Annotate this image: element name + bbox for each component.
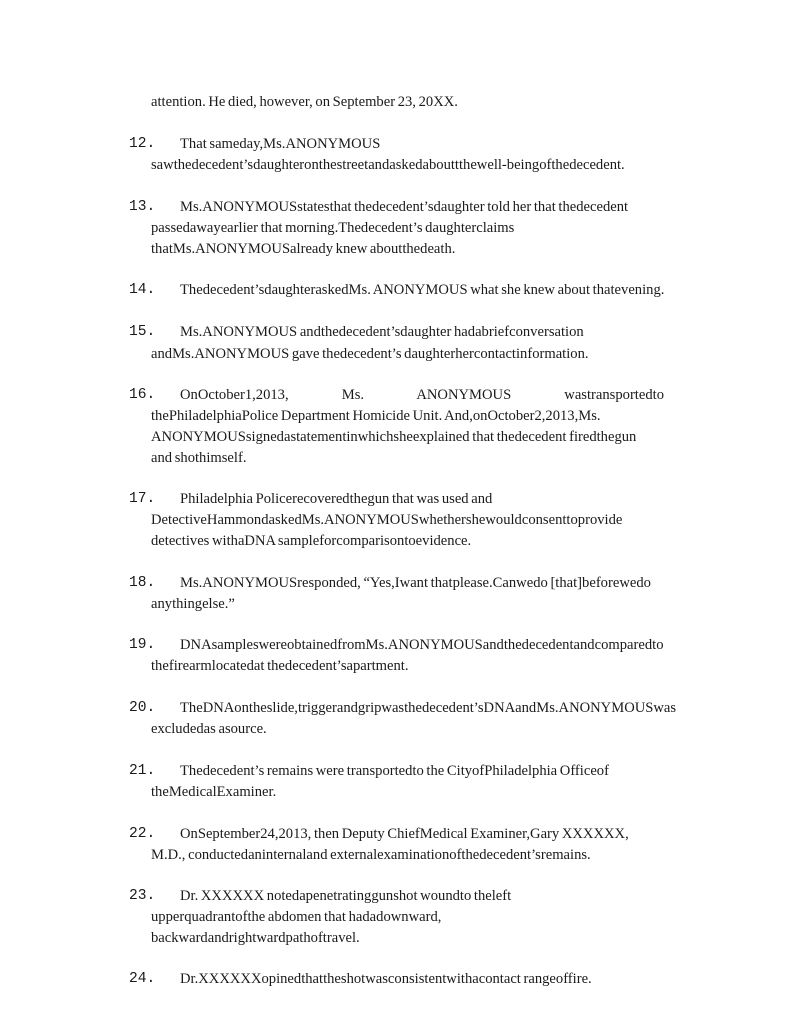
paragraph-number: 16. bbox=[129, 387, 156, 403]
paragraph-line: Dr.XXXXXXopinedthattheshotwasconsistentwithacontact rangeoffire. bbox=[180, 971, 592, 987]
paragraph-number: 20. bbox=[129, 700, 156, 716]
paragraph-line: passedawayearlier that morning.Thedecedent’s daughterclaims bbox=[151, 220, 515, 236]
paragraph-number: 24. bbox=[129, 971, 156, 987]
paragraph-line: DetectiveHammondaskedMs.ANONYMOUSwhethershewouldconsenttoprovide bbox=[151, 512, 623, 528]
paragraph-line: thatMs.ANONYMOUSalready knew aboutthedeath. bbox=[151, 241, 456, 257]
paragraph-line: excludedas asource. bbox=[151, 721, 267, 737]
paragraph-line: OnOctober1,2013, Ms. ANONYMOUS wastransportedto bbox=[180, 387, 664, 403]
paragraph-number: 13. bbox=[129, 199, 156, 215]
intro-line: attention. He died, however, on September 23, 20XX. bbox=[151, 94, 458, 110]
paragraph-number: 21. bbox=[129, 763, 156, 779]
paragraph-number: 18. bbox=[129, 575, 156, 591]
paragraph-line: theMedicalExaminer. bbox=[151, 784, 277, 800]
paragraph-line: M.D., conductedaninternaland externalexaminationofthedecedent’sremains. bbox=[151, 847, 591, 863]
paragraph-number: 23. bbox=[129, 888, 156, 904]
paragraph-line: Philadelphia Policerecoveredthegun that was used and bbox=[180, 491, 493, 507]
paragraph-line: and shothimself. bbox=[151, 450, 247, 466]
paragraph-number: 19. bbox=[129, 637, 156, 653]
paragraph-line: anythingelse.” bbox=[151, 596, 235, 612]
paragraph-line: upperquadrantofthe abdomen that hadadownward, bbox=[151, 909, 442, 925]
paragraph-line: thefirearmlocatedat thedecedent’sapartment. bbox=[151, 658, 409, 674]
paragraph-number: 14. bbox=[129, 282, 156, 298]
paragraph-line: Dr. XXXXXX notedapenetratinggunshot woundto theleft bbox=[180, 888, 512, 904]
paragraph-line: ANONYMOUSsignedastatementinwhichsheexplained that thedecedent firedthegun bbox=[151, 429, 637, 445]
paragraph-line: That sameday,Ms.ANONYMOUS bbox=[180, 136, 381, 152]
paragraph-line: Thedecedent’sdaughteraskedMs. ANONYMOUS what she knew about thatevening. bbox=[180, 282, 665, 298]
paragraph-line: OnSeptember24,2013, then Deputy ChiefMedical Examiner,Gary XXXXXX, bbox=[180, 826, 629, 842]
paragraph-line: thePhiladelphiaPolice Department Homicide Unit. And,onOctober2,2013,Ms. bbox=[151, 408, 601, 424]
paragraph-line: Ms.ANONYMOUSresponded, “Yes,Iwant thatplease.Canwedo [that]beforewedo bbox=[180, 575, 651, 591]
paragraph-line: TheDNAontheslide,triggerandgripwasthedecedent’sDNAandMs.ANONYMOUSwas bbox=[180, 700, 677, 716]
paragraph-line: Thedecedent’s remains were transportedto the CityofPhiladelphia Officeof bbox=[180, 763, 609, 779]
paragraph-line: detectives withaDNA sampleforcomparisontoevidence. bbox=[151, 533, 472, 549]
paragraph-line: Ms.ANONYMOUSstatesthat thedecedent’sdaughter told her that thedecedent bbox=[180, 199, 629, 215]
paragraph-line: sawthedecedent’sdaughteronthestreetandaskedabouttthewell-beingofthedecedent. bbox=[151, 157, 625, 173]
paragraph-number: 22. bbox=[129, 826, 156, 842]
paragraph-number: 17. bbox=[129, 491, 156, 507]
paragraph-line: andMs.ANONYMOUS gave thedecedent’s daughterhercontactinformation. bbox=[151, 346, 589, 362]
paragraph-line: Ms.ANONYMOUS andthedecedent’sdaughter hadabriefconversation bbox=[180, 324, 584, 340]
paragraph-line: DNAsampleswereobtainedfromMs.ANONYMOUSandthedecedentandcomparedto bbox=[180, 637, 664, 653]
paragraph-number: 15. bbox=[129, 324, 156, 340]
paragraph-number: 12. bbox=[129, 136, 156, 152]
paragraph-line: backwardandrightwardpathoftravel. bbox=[151, 930, 360, 946]
